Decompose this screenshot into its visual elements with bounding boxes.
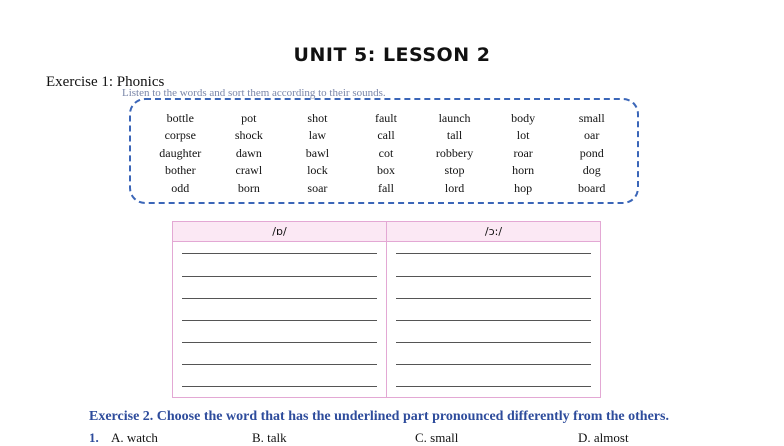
word-cell: board [578,180,606,195]
word-cell: lot [516,128,530,143]
answer-line[interactable] [396,298,591,299]
word-cell: lock [307,163,328,178]
word-cell: daughter [159,145,202,160]
word-cell: pond [579,145,604,160]
word-cell: pot [241,111,257,125]
sort-column-header: /ɔ:/ [387,222,600,242]
option-c[interactable]: C. small [415,430,459,445]
answer-line[interactable] [396,253,591,254]
answer-line[interactable] [182,253,377,254]
word-cell: small [578,111,605,125]
word-cell: lord [444,180,465,195]
word-cell: stop [444,163,465,178]
word-cell: launch [438,111,471,125]
sort-table [172,221,601,398]
word-cell: call [377,128,395,143]
word-cell: tall [446,128,463,143]
answer-line[interactable] [182,364,377,365]
word-cell: shot [307,111,328,125]
word-cell: fall [377,180,394,195]
word-cell: odd [171,180,190,195]
word-cell: born [237,180,260,195]
page-title: UNIT 5: LESSON 2 [293,44,491,66]
option-d[interactable]: D. almost [578,430,629,445]
exercise-2-heading: Exercise 2. Choose the word that has the underlined part pronounced differently from the others. [89,409,669,424]
answer-line[interactable] [396,342,591,343]
word-cell: dawn [235,145,262,160]
word-cell: corpse [164,128,196,143]
word-cell: fault [374,111,397,125]
question-1 [0,430,784,444]
answer-line[interactable] [182,342,377,343]
word-cell: shock [234,128,263,143]
sort-column-long-o [386,222,600,397]
word-cell: body [511,111,536,125]
word-cell: bawl [305,145,330,160]
answer-line[interactable] [396,276,591,277]
answer-line[interactable] [182,276,377,277]
word-cell: bother [164,163,196,178]
question-number: 1. [89,430,99,445]
option-b[interactable]: B. talk [252,430,287,445]
answer-line[interactable] [182,320,377,321]
answer-line[interactable] [396,364,591,365]
sort-column-header: /ɒ/ [173,222,386,242]
word-cell: robbery [435,145,474,160]
answer-line[interactable] [396,320,591,321]
word-cell: soar [307,180,328,195]
exercise-1-instruction: Listen to the words and sort them according to their sounds. [122,87,386,99]
word-cell: crawl [235,163,263,178]
word-cell: dog [582,163,601,178]
option-a[interactable]: A. watch [111,430,158,445]
answer-line[interactable] [182,298,377,299]
word-cell: cot [378,145,394,160]
word-cell: bottle [166,111,194,125]
word-cell: oar [584,128,600,143]
sort-column-short-o [173,222,386,397]
exercise-1-heading: Exercise 1: Phonics [46,74,165,90]
word-cell: box [376,163,395,178]
word-cell: hop [514,180,533,195]
answer-line[interactable] [182,386,377,387]
word-grid [146,110,626,197]
word-cell: horn [512,163,535,178]
word-cell: roar [513,145,533,160]
answer-line[interactable] [396,386,591,387]
word-cell: law [308,128,327,143]
